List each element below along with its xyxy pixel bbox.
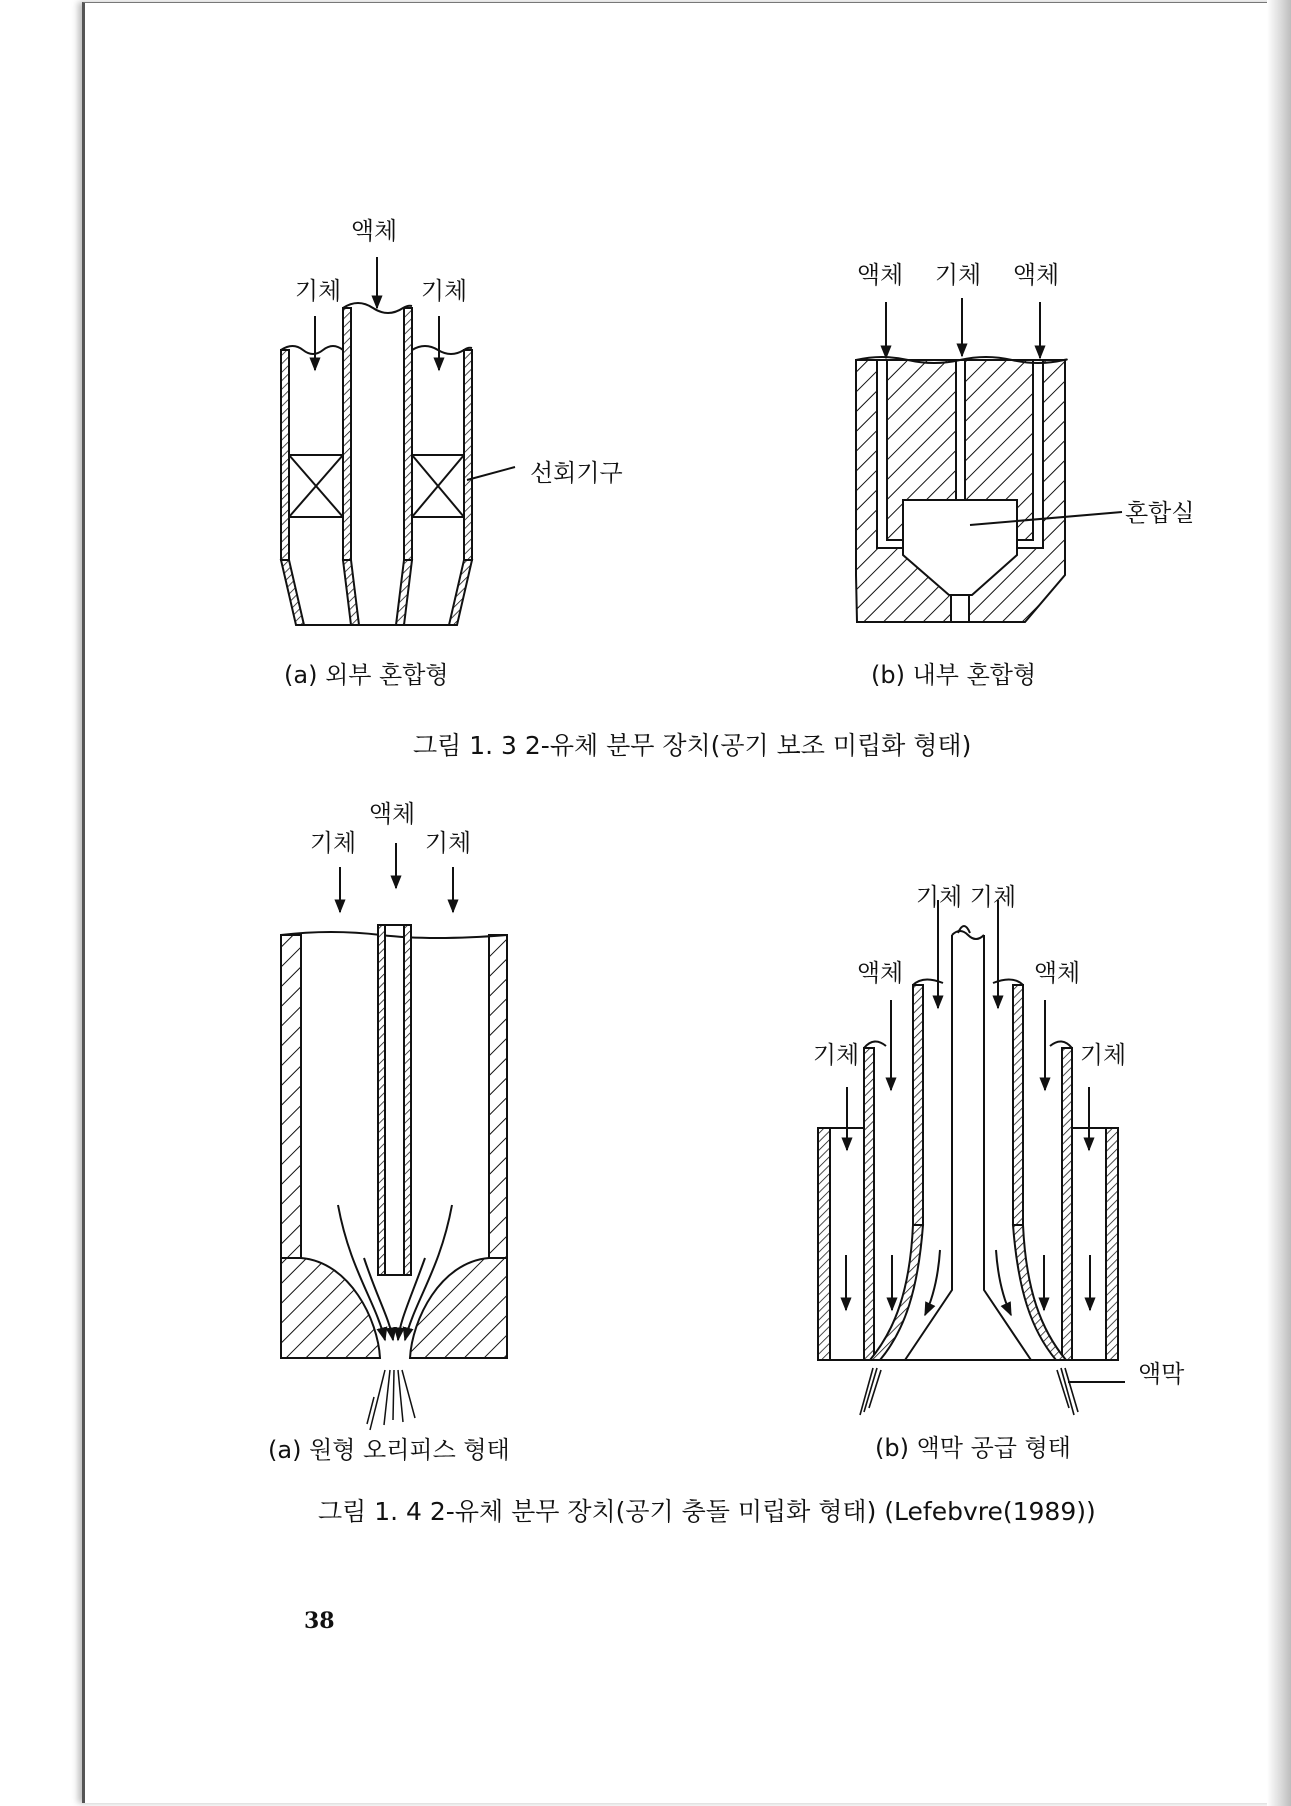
fig14a-orifice-left xyxy=(281,1258,380,1358)
fig14a-wall-right xyxy=(489,935,507,1260)
fig14b-gas-top-label: 기체 기체 xyxy=(915,883,1017,911)
fig14a-diagram xyxy=(281,843,507,1430)
fig13a-inner-wall-left xyxy=(343,308,351,560)
page-number: 38 xyxy=(304,1608,335,1634)
fig14b-liquid-left-label: 액체 xyxy=(856,959,904,987)
fig13b-caption: (b) 내부 혼합형 xyxy=(871,661,1037,689)
fig13a-liquid-label: 액체 xyxy=(350,217,398,245)
fig13a-caption: (a) 외부 혼합형 xyxy=(284,661,449,689)
fig13b-diagram xyxy=(856,298,1122,622)
fig14a-gas-left-label: 기체 xyxy=(309,829,357,857)
fig13a-gas-left-label: 기체 xyxy=(294,277,342,305)
fig13a-inner-wall-right xyxy=(404,308,412,560)
fig13a-diagram xyxy=(281,257,515,625)
swirler-left xyxy=(289,455,343,517)
fig14b-gas-right-label: 기체 xyxy=(1079,1041,1127,1069)
fig13b-liquid-left-label: 액체 xyxy=(856,261,904,289)
fig13a-swirler-leader xyxy=(467,467,515,480)
fig14b-liquid-right-label: 액체 xyxy=(1033,959,1081,987)
fig14a-orifice-right xyxy=(410,1258,507,1358)
fig14a-wall-left xyxy=(281,935,301,1260)
fig14b-outer-wall-right xyxy=(1106,1128,1118,1360)
fig13b-chamber-label: 혼합실 xyxy=(1125,499,1195,527)
fig13a-gas-right-label: 기체 xyxy=(420,277,468,305)
fig14a-liquid-label: 액체 xyxy=(368,800,416,828)
fig14b-outer-wall-left xyxy=(818,1128,830,1360)
fig14b-gas-left-label: 기체 xyxy=(812,1041,860,1069)
fig14b-caption: (b) 액막 공급 형태 xyxy=(875,1434,1071,1462)
fig13a-outer-wall-right xyxy=(464,350,472,560)
fig13a-swirler-label: 선회기구 xyxy=(530,459,623,487)
fig13b-gas-label: 기체 xyxy=(934,261,982,289)
fig13-caption: 그림 1. 3 2-유체 분무 장치(공기 보조 미립화 형태) xyxy=(413,731,972,760)
fig14b-film-label: 액막 xyxy=(1138,1360,1185,1388)
fig14a-gas-right-label: 기체 xyxy=(424,829,472,857)
fig14a-caption: (a) 원형 오리피스 형태 xyxy=(268,1436,510,1464)
fig14-caption: 그림 1. 4 2-유체 분무 장치(공기 충돌 미립화 형태) (Lefebvre(1989)) xyxy=(318,1497,1096,1526)
fig13a-outer-wall-left xyxy=(281,350,289,560)
swirler-right xyxy=(412,455,464,517)
fig13b-liquid-right-label: 액체 xyxy=(1012,261,1060,289)
